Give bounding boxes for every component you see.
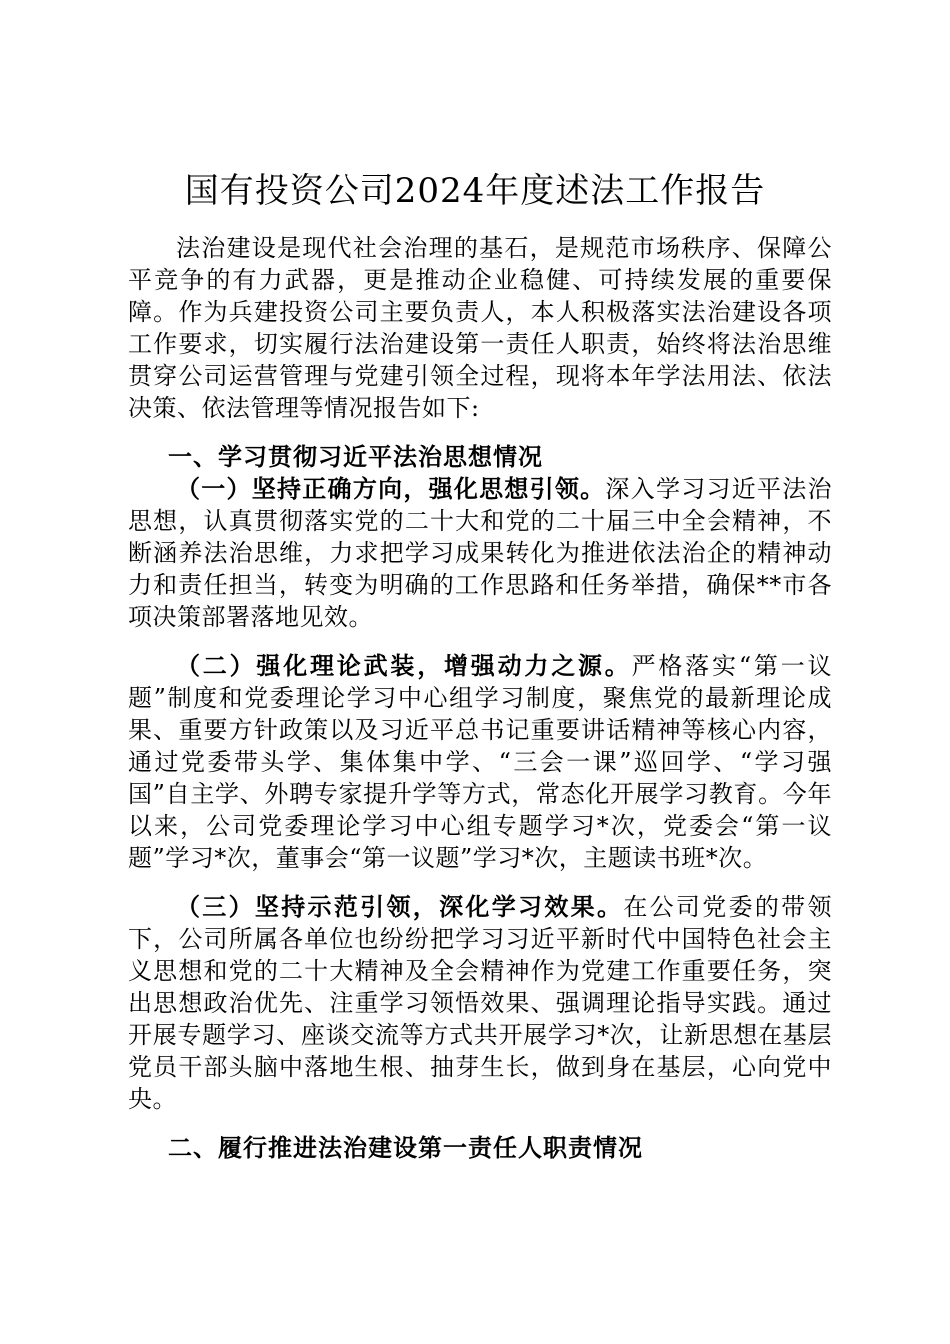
document-title: 国有投资公司2024年度述法工作报告 [184, 171, 766, 211]
item-1-text: 深入学习习近平法治思想，认真贯彻落实党的二十大和党的二十届三中全会精神，不断涵养法治思维，力求把学习成果转化为推进依法治企的精神动力和责任担当，转变为明确的工作思路和任务举措，确保**市各项决策部署落地见效。 [128, 475, 833, 631]
intro-paragraph: 法治建设是现代社会治理的基石，是规范市场秩序、保障公平竞争的有力武器，更是推动企业稳健、可持续发展的重要保障。作为兵建投资公司主要负责人，本人积极落实法治建设各项工作要求，切实履行法治建设第一责任人职责，始终将法治思维贯穿公司运营管理与党建引领全过程，现将本年学法用法、依法决策、依法管理等情况报告如下: [128, 234, 832, 422]
section-1-item-1 [128, 473, 832, 633]
item-1-lead: （一）坚持正确方向，强化思想引领。 [176, 474, 606, 503]
item-2-text: 严格落实“第一议题”制度和党委理论学习中心组学习制度，聚焦党的最新理论成果、重要方针政策以及习近平总书记重要讲话精神等核心内容，通过党委带头学、集体集中学、“三会一课”巡回学、“学习强国”自主学、外聘专家提升学等方式，常态化开展学习教育。今年以来，公司党委理论学习中心组专题学习*次，党委会“第一议题”学习*次，董事会“第一议题”学习*次，主题读书班*次。 [128, 652, 832, 872]
item-2-lead: （二）强化理论武装，增强动力之源。 [176, 651, 632, 680]
item-3-text: 在公司党委的带领下，公司所属各单位也纷纷把学习习近平新时代中国特色社会主义思想和党的二十大精神及全会精神作为党建工作重要任务，突出思想政治优先、注重学习领悟效果、强调理论指导实践。通过开展专题学习、座谈交流等方式共开展学习*次，让新思想在基层党员干部头脑中落地生根、抽芽生长，做到身在基层，心向党中央。 [128, 893, 832, 1113]
section-1-heading: 一、学习贯彻习近平法治思想情况 [168, 442, 543, 471]
section-1-item-3 [128, 891, 832, 1115]
section-2-heading: 二、履行推进法治建设第一责任人职责情况 [168, 1133, 643, 1162]
item-3-lead: （三）坚持示范引领，深化学习效果。 [176, 892, 624, 921]
section-1-item-2 [128, 650, 832, 874]
document-body [128, 232, 832, 1164]
